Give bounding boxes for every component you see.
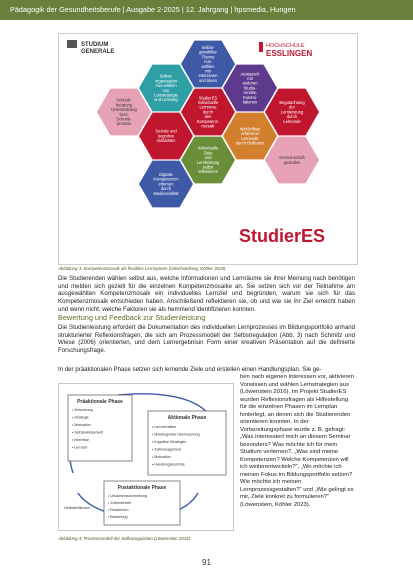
hex-bottom-left-line: kognitive (157, 133, 175, 139)
hex-right-line: der (289, 104, 295, 110)
paragraph-3-column-text: hen nach eigenen Interessen vor, aktivieren Vorwissen und wählen Lernstrategien aus (Löwenstein 2016). Im Projekt StudierES wurden Reflexionsfragen als Hilfestellung für die einzelnen Phasen im Lernplan hinterlegt, an denen sich die Studierenden orientieren konnten. In der Vorbereitungsphase wurde z. B. gefragt: „Was interessiert mich an diesem Seminar besonders? Was möchte ich für mein Studium verlernen?, „Was sind meine Kompetenzen? Welche Kompetenzen will ich weiterentwickeln?“, „Wo möchte ich meinen Fokus im Bildungsportfolio setzen? Wie möchte ich meinen Lernprozessgestalten?“ und „Wie gelingt es mir, Ziele konkret zu formulieren?“ (Löwenstein, Köhler 2023). (240, 374, 354, 508)
phase-action-item: • Lernverhalten (152, 425, 177, 429)
section-heading: Bewertung und Feedback zur Studienleistung (58, 313, 206, 322)
hex-left-line: prozess (116, 121, 132, 127)
hex-left-line: Schreib- (116, 116, 132, 122)
phase-action-item: • Zeitmanagement (152, 447, 182, 452)
phase-action-item: • Metakognitive Überwachung (152, 432, 200, 437)
phase-post-item: • Bewertung (108, 515, 128, 519)
figure-caption-3: Abbildung 3: Kompetenzmosaik als flexibles Lernsystem (Gleichstellung, Köhler 2020) (58, 266, 226, 271)
studieres-brand: StudierES (239, 226, 326, 246)
hex-bottom-line: erlernen (158, 181, 174, 187)
hex-center-line: Individuelle (197, 100, 219, 105)
phase-post-title: Postaktionale Phase (117, 485, 167, 491)
hex-bottom-line: Medienvielfalt (153, 190, 179, 196)
hex-bottom-line: Digitale (159, 172, 173, 177)
logo-right-text: HOCHSCHULE (266, 43, 305, 49)
hex-bottom-line: Kompetenzen (153, 176, 179, 182)
hexagon-mosaic (59, 34, 357, 264)
figure-caption-4: Abbildung 4: Prozessmodell der Selbstregulation (Löwenstein 2016) (58, 536, 191, 541)
phase-pre-title: Präaktionale Phase (77, 399, 123, 405)
hex-right-top-line: Kommi- (242, 94, 258, 100)
hex-bottom-right-line: Gemeinschaft (279, 155, 305, 161)
hex-bottom-center-line: und (204, 155, 212, 161)
paragraph-3-lead (58, 366, 355, 374)
hex-top-line: und Ideen (198, 77, 218, 83)
phase-pre-item: • Lernzeit (72, 445, 88, 450)
logo-left-text: GENERALE (81, 49, 115, 55)
hex-top-line: Selbst- (201, 44, 215, 50)
hex-left-line: Unterstützung (111, 107, 137, 113)
hex-center-line: Kompetenz- (196, 118, 220, 124)
hex-top-left-line: Selbst- (159, 73, 173, 79)
hex-center-line: durch (202, 109, 214, 115)
hex-bottom-line: durch (160, 186, 172, 192)
hex-bottom-left-line: Aktivitäten (156, 138, 176, 144)
hex-right-top-line: lationen (242, 99, 258, 105)
hex-bottom-center-line: Individuelle (197, 145, 219, 151)
hex-center-line: mosaik (201, 123, 215, 129)
hex-right-line: Begutachtung (279, 100, 305, 105)
hex-top-line: wählen (201, 63, 215, 69)
hex-bottom-left-line: Soziale und (155, 128, 177, 134)
phase-post-item: • Zufriedenheit (108, 501, 132, 505)
hex-center-line: den (204, 114, 212, 120)
hex-left-line: beratung (115, 102, 133, 108)
phase-pre-item: • Interesse (72, 438, 90, 442)
logo-left-text: STUDIUM (81, 42, 109, 48)
hex-right-top-line: renden (243, 90, 257, 96)
hex-bottom-center-right-line: durch Reflexion (235, 140, 265, 146)
phase-action-item: • Handlungskontrolle (152, 462, 186, 467)
hex-right-line: Lernleistung (280, 109, 304, 115)
hex-top-left-line: Lernstrategie (154, 92, 178, 98)
paragraph-2-text: Die Studienleistung erfordert die Dokumentation des individuellen Lernprozesses im Bildungsportfolio anhand strukturierter Reflexionsfragen, die sich am Prozessmodell der Selbstregulation (Abb. 3) nach Schmitz und Wiese (2006) orientierten, und dem Lernergebnisin Form einer kreativen Präsentation auf die definierte Forschungsfrage. (58, 324, 355, 355)
phase-action-title: Aktionale Phase (167, 415, 207, 421)
hex-top-left-line: von (162, 87, 170, 93)
phase-post-item: • Ursachenzuschreibung (108, 494, 148, 498)
hex-left-line: Schreib- (116, 97, 132, 103)
page-number: 91 (202, 558, 211, 567)
hex-top-line: Interessen (198, 73, 218, 79)
hex-center-line: StudierES (198, 95, 218, 101)
logo-right-text: ESSLINGEN (266, 49, 313, 58)
hex-right-line: durch (286, 114, 298, 120)
paragraph-1 (58, 275, 355, 314)
hex-top-left-line: organisation (154, 78, 178, 84)
hex-bottom-center-line: selbst (202, 164, 214, 170)
hex-top-line: von (204, 68, 212, 74)
phase-action-item: • Kognitive Strategien (152, 440, 187, 444)
paragraph-3-column (240, 374, 355, 509)
hex-bottom-center-right-line: Wirklichkeit (239, 126, 261, 132)
self-regulation-process-figure (58, 383, 234, 531)
hex-center-line: Lernreise (199, 104, 217, 110)
hex-right-top-line: anderen (242, 80, 258, 86)
phase-action-item: • Motivation (152, 455, 171, 459)
running-header: Pädagogik der Gesundheitsberufe | Ausgabe 2-2025 | 12. Jahrgang | hpsmedia, Hungen (0, 0, 413, 20)
studium-generale-logo-mark (67, 40, 77, 48)
paragraph-2 (58, 324, 355, 355)
hex-bottom-center-right-line: Lernende (241, 135, 259, 141)
phase-post-item: • Reaktionen (108, 508, 129, 512)
hex-bottom-center-line: reflektieren (197, 169, 219, 175)
phase-pre-item: • Strategie (72, 415, 89, 420)
competence-mosaic-figure (58, 33, 358, 265)
process-model-diagram (58, 383, 234, 531)
phase-pre-item: • Zielsetzung (72, 408, 93, 412)
hex-bottom-center-line: Lernleistung (196, 159, 220, 165)
hex-bottom-right-line: gestalten (283, 159, 301, 165)
phase-pre-item: • Motivation (72, 423, 91, 427)
hex-top-line: gewählter (199, 49, 217, 55)
hex-left-line: beim (119, 111, 129, 117)
hex-top-line: Thema (201, 54, 215, 60)
hex-top-left-line: Aus-wählen (155, 83, 177, 89)
hex-right-line: Lehrende (283, 118, 301, 124)
self-reflection-label: Selbstreflexion (64, 505, 91, 510)
paragraph-3-lead-text: In der präaktionalen Phase setzen sich lernende Ziele und erstellen einen Handlungsplan. Sie ge- (58, 366, 322, 373)
hex-right-top-line: mit (247, 76, 253, 81)
hex-bottom-center-line: Ziele (203, 150, 213, 156)
hex-top-left-line: und Lernweg (154, 97, 178, 103)
paragraph-1-text: Die Studierenden wählen selbst aus, welche Informationen und Lernräume sie ihrer Meinung nach benötigen und melden sich gezielt für die einzelnen Kompetenzmosaike an. Sie setzen sich vor der Teilnahme am ausgewählten Kompetenzmosaik ein individuelles Lernziel und begründen, warum sie sich für das Kompetenzmosaik entschieden haben. Anschließend reflektieren sie, ob und wie sie ihr Ziel erreicht haben und wenn nicht, welche Faktoren sie als hemmend identifizieren konnten. (58, 275, 355, 313)
hochschule-logo-mark (259, 42, 263, 52)
phase-pre-item: • Selbstwirksamkeit (72, 430, 104, 435)
hex-bottom-center-right-line: erfahrend (241, 131, 259, 137)
hex-right-top-line: Austausch (240, 71, 260, 77)
hex-top-line: Aus- (203, 59, 213, 65)
hex-right-top-line: Studie- (243, 85, 257, 91)
